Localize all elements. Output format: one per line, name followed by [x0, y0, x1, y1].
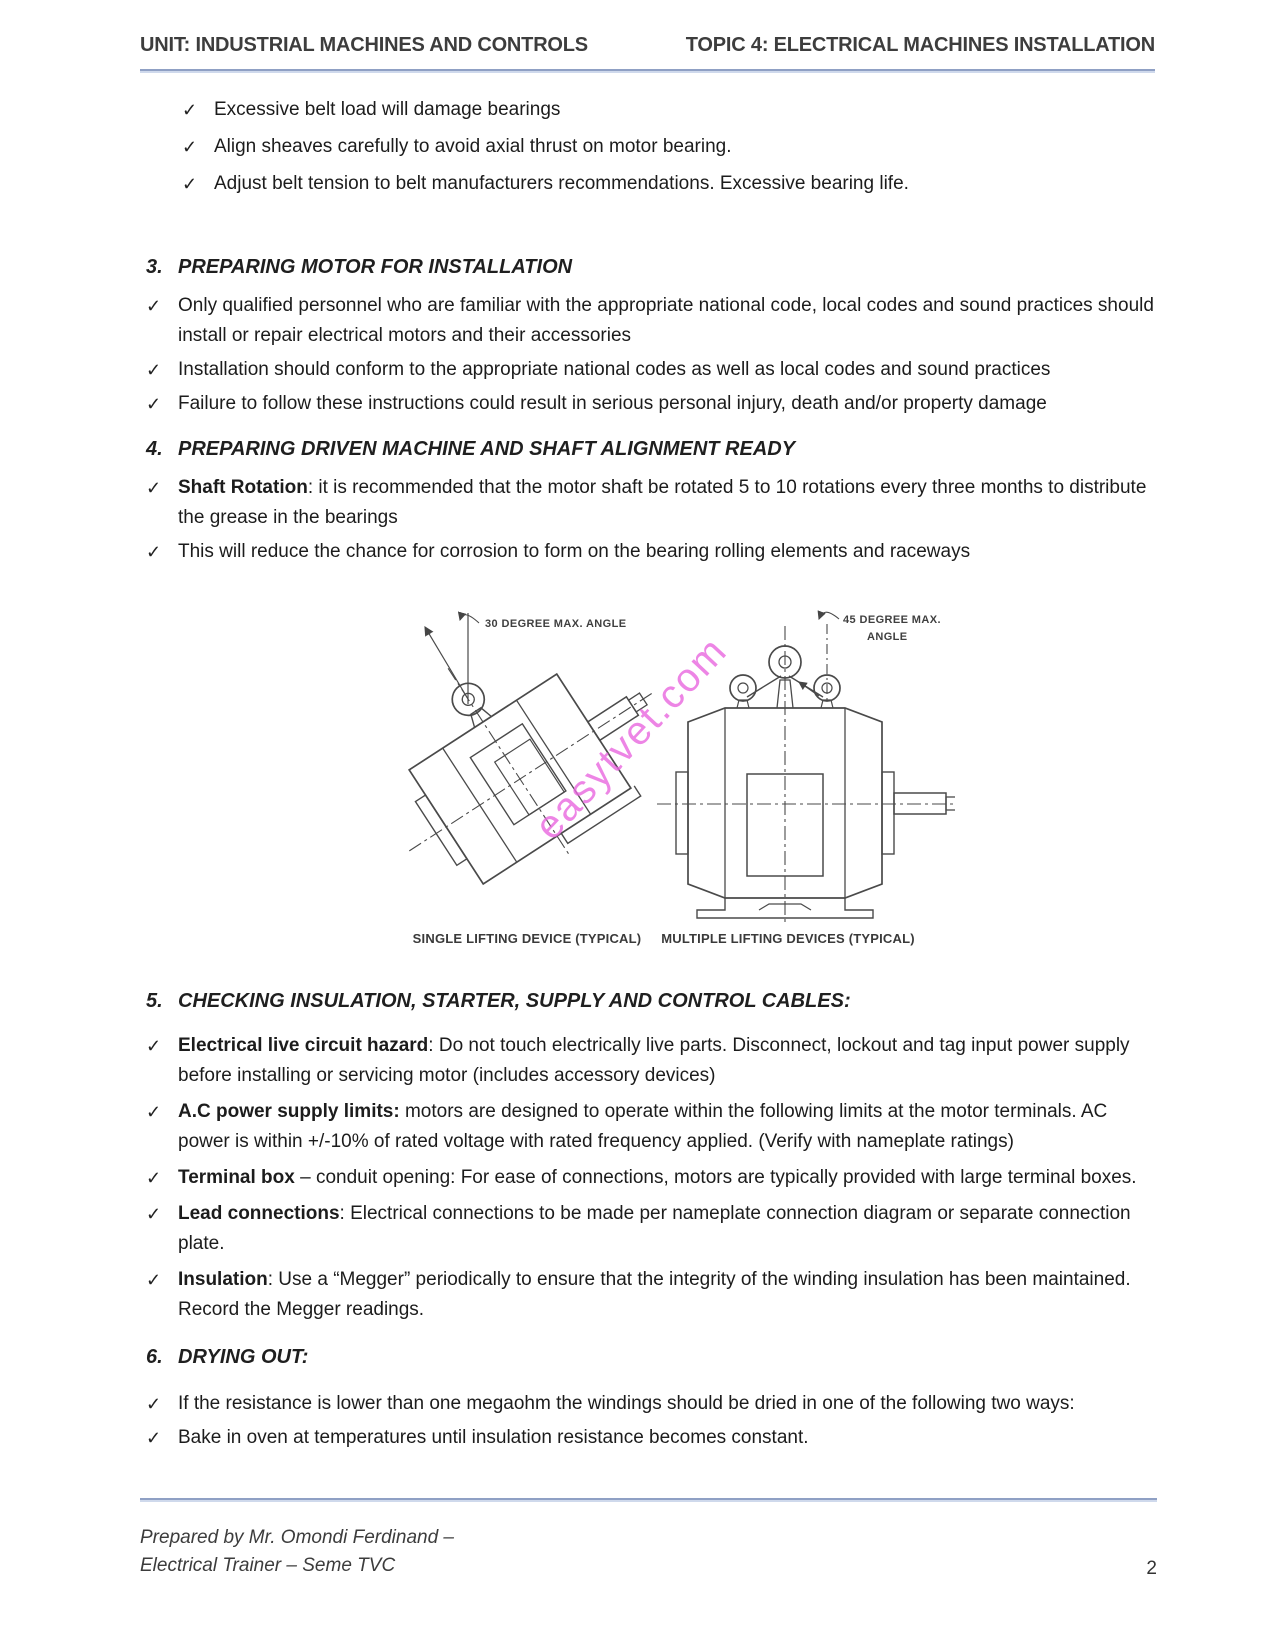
list-item: [140, 1199, 1155, 1259]
header-topic-title: TOPIC 4: ELECTRICAL MACHINES INSTALLATION: [685, 34, 1155, 56]
section-3-bullets: [140, 291, 1155, 419]
right-angle-leader: [819, 612, 839, 619]
page-footer: [140, 1498, 1157, 1580]
section-title: CHECKING INSULATION, STARTER, SUPPLY AND CONTROL CABLES:: [178, 990, 851, 1012]
section-6-bullets: [140, 1389, 1155, 1453]
prepared-by-line2: Electrical Trainer – Seme TVC: [140, 1555, 396, 1576]
checkmark-icon: ✓: [146, 1270, 162, 1290]
section-5-bullets: [140, 1031, 1155, 1325]
checkmark-icon: ✓: [146, 296, 162, 316]
left-angle-annotation: [425, 613, 479, 704]
checkmark-icon: ✓: [146, 360, 162, 380]
section-number: 6.: [146, 1346, 163, 1368]
section-title: PREPARING MOTOR FOR INSTALLATION: [178, 256, 573, 278]
bullet-text: Adjust belt tension to belt manufacturers recommendations. Excessive bearing life.: [214, 173, 909, 194]
bullet-text: Only qualified personnel who are familiar with the appropriate national code, local codes and sound practices should install or repair electrical motors and their accessories: [178, 295, 1154, 346]
bullet-text: Insulation: Use a “Megger” periodically to ensure that the integrity of the winding insulation has been maintained. Record the Megger readings.: [178, 1269, 1131, 1320]
motor-lifting-figure: [375, 579, 955, 963]
checkmark-icon: ✓: [146, 478, 162, 498]
bullet-text: This will reduce the chance for corrosion to form on the bearing rolling elements and raceways: [178, 541, 971, 562]
list-item: [140, 291, 1155, 351]
checkmark-icon: ✓: [146, 1428, 162, 1448]
list-item: [140, 1423, 1155, 1453]
tilted-motor-drawing: [375, 581, 704, 928]
section-number: 5.: [146, 990, 163, 1012]
prepared-by-note: [140, 1524, 454, 1580]
list-item: [140, 132, 1155, 162]
section-5-heading: [140, 987, 1155, 1015]
watermark: easytvet.com: [526, 628, 736, 849]
bullet-text: Align sheaves carefully to avoid axial thrust on motor bearing.: [214, 136, 732, 157]
list-item: [140, 473, 1155, 533]
section-number: 4.: [146, 438, 163, 460]
checkmark-icon: ✓: [146, 1394, 162, 1414]
list-item: [140, 1097, 1155, 1157]
checkmark-icon: ✓: [182, 174, 198, 194]
checkmark-icon: ✓: [182, 100, 198, 120]
header-unit-title: UNIT: INDUSTRIAL MACHINES AND CONTROLS: [140, 34, 588, 56]
checkmark-icon: ✓: [146, 1036, 162, 1056]
checkmark-icon: ✓: [146, 1204, 162, 1224]
bullet-text: Electrical live circuit hazard: Do not touch electrically live parts. Disconnect, lockout and tag input power supply before installing or servicing motor (includes accessory devices): [178, 1035, 1130, 1086]
caption-multiple-lifting-devices: MULTIPLE LIFTING DEVICES (TYPICAL): [661, 931, 915, 946]
checkmark-icon: ✓: [146, 1168, 162, 1188]
checkmark-icon: ✓: [146, 1102, 162, 1122]
bullet-text: Lead connections: Electrical connections to be made per nameplate connection diagram or separate connection plate.: [178, 1203, 1131, 1254]
list-item: [140, 355, 1155, 385]
intro-bullet-list: [140, 95, 1155, 199]
section-4-heading: [140, 435, 1155, 463]
header-rule: [140, 69, 1155, 73]
list-item: [140, 1031, 1155, 1091]
right-angle-label-line1: 45 DEGREE MAX.: [843, 614, 941, 626]
list-item: [140, 169, 1155, 199]
prepared-by-line1: Prepared by Mr. Omondi Ferdinand –: [140, 1527, 455, 1548]
section-3-heading: [140, 253, 1155, 281]
bullet-text: Failure to follow these instructions could result in serious personal injury, death and/or property damage: [178, 393, 1047, 414]
page-number: 2: [1146, 1558, 1157, 1579]
left-angle-label: 30 DEGREE MAX. ANGLE: [485, 618, 627, 630]
list-item: [140, 1389, 1155, 1419]
bullet-text: Bake in oven at temperatures until insulation resistance becomes constant.: [178, 1427, 809, 1448]
list-item: [140, 1265, 1155, 1325]
section-4-bullets: [140, 473, 1155, 567]
list-item: [140, 389, 1155, 419]
bullet-text: Installation should conform to the appropriate national codes as well as local codes and sound practices: [178, 359, 1051, 380]
motor-lifting-diagram: [375, 579, 955, 929]
bullet-text: A.C power supply limits: motors are designed to operate within the following limits at the motor terminals. AC power is within +/-10% of rated voltage with rated frequency applied. (Verify with nameplate ratings): [178, 1101, 1108, 1152]
section-number: 3.: [146, 256, 163, 278]
page-header: [140, 34, 1155, 57]
section-title: DRYING OUT:: [178, 1346, 309, 1368]
list-item: [140, 95, 1155, 125]
bullet-text: Shaft Rotation: it is recommended that the motor shaft be rotated 5 to 10 rotations every three months to distribute the grease in the bearings: [178, 477, 1147, 528]
checkmark-icon: ✓: [146, 542, 162, 562]
footer-rule: [140, 1498, 1157, 1502]
list-item: [140, 1163, 1155, 1193]
bullet-text: Terminal box – conduit opening: For ease of connections, motors are typically provided with large terminal boxes.: [178, 1167, 1137, 1188]
bullet-text: Excessive belt load will damage bearings: [214, 99, 561, 120]
section-title: PREPARING DRIVEN MACHINE AND SHAFT ALIGNMENT READY: [178, 438, 796, 460]
checkmark-icon: ✓: [146, 394, 162, 414]
checkmark-icon: ✓: [182, 137, 198, 157]
bullet-text: If the resistance is lower than one megaohm the windings should be dried in one of the following two ways:: [178, 1393, 1075, 1414]
caption-single-lifting-device: SINGLE LIFTING DEVICE (TYPICAL): [412, 931, 642, 946]
list-item: [140, 537, 1155, 567]
section-6-heading: [140, 1343, 1155, 1371]
right-angle-label-line2: ANGLE: [867, 631, 908, 643]
